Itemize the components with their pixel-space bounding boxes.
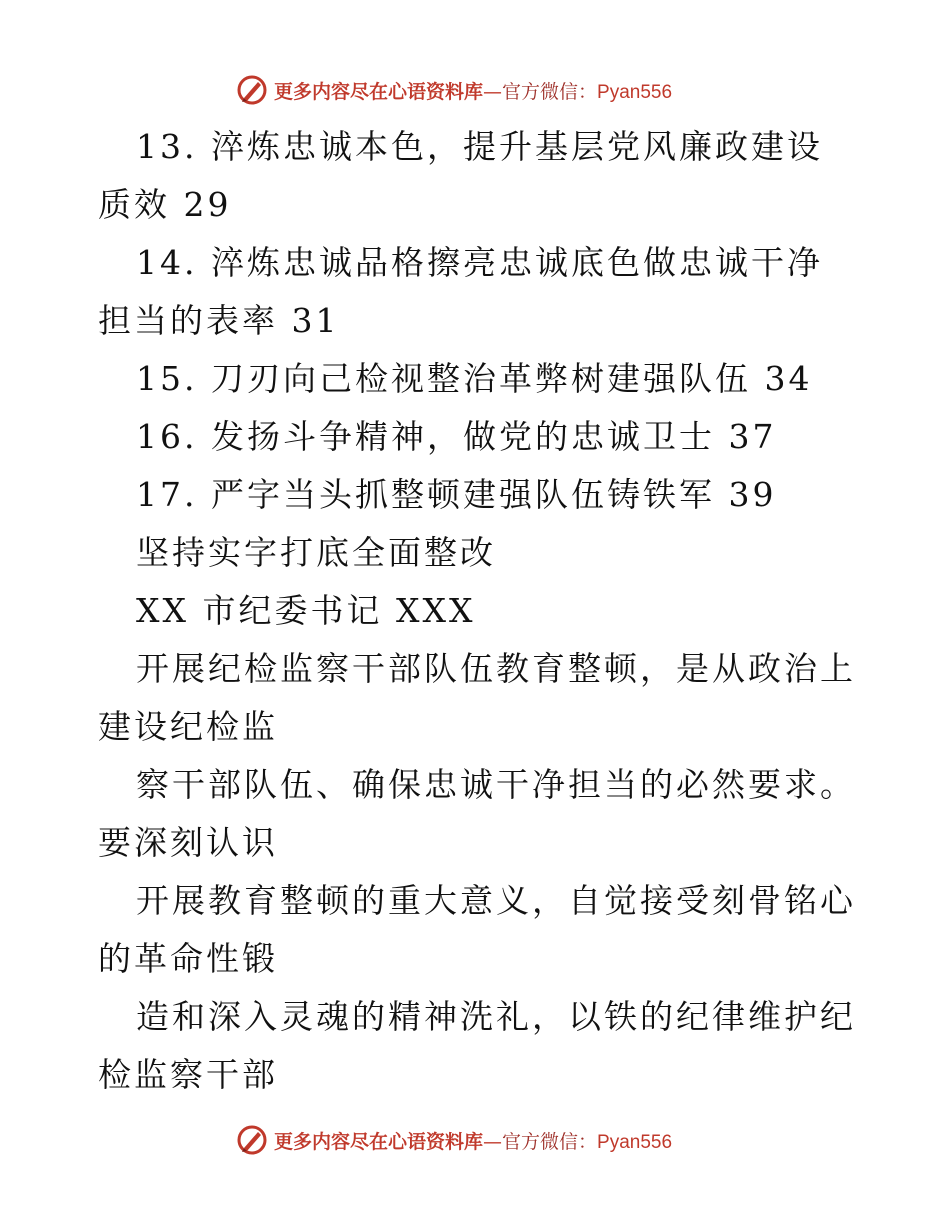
toc-entry-13: 13. 淬炼忠诚本色，提升基层党风廉政建设质效 29 (98, 127, 823, 224)
body-paragraph: 开展教育整顿的重大意义，自觉接受刻骨铭心的革命性锻 (98, 881, 856, 978)
watermark-wechat-id: Pyan556 (597, 1131, 673, 1153)
watermark-official: 官方微信： (502, 80, 598, 103)
article-author: XX 市纪委书记 XXX (136, 591, 476, 630)
toc-entry-17: 17. 严字当头抓整顿建强队伍铸铁军 39 (136, 475, 777, 514)
body-paragraph: 开展纪检监察干部队伍教育整顿，是从政治上建设纪检监 (98, 649, 856, 746)
article-title: 坚持实字打底全面整改 (136, 533, 496, 572)
watermark-wechat-id: Pyan556 (597, 81, 673, 103)
watermark-dash: — (483, 80, 503, 103)
watermark-text (274, 1127, 672, 1154)
document-body (98, 118, 858, 1104)
body-paragraph: 造和深入灵魂的精神洗礼，以铁的纪律维护纪检监察干部 (98, 997, 856, 1094)
toc-entry-14: 14. 淬炼忠诚品格擦亮忠诚底色做忠诚干净担当的表率 31 (98, 243, 823, 340)
watermark-dash: — (483, 1130, 503, 1153)
watermark-brand: 更多内容尽在心语资料库 (274, 1130, 484, 1153)
toc-entry-15: 15. 刀刃向己检视整治革弊树建强队伍 34 (136, 359, 813, 398)
footer-watermark (236, 1122, 672, 1158)
watermark-brand: 更多内容尽在心语资料库 (274, 80, 484, 103)
pen-seal-icon (236, 1124, 268, 1156)
watermark-text (274, 77, 672, 104)
toc-entry-16: 16. 发扬斗争精神，做党的忠诚卫士 37 (136, 417, 777, 456)
pen-seal-icon (236, 74, 268, 106)
body-paragraph: 察干部队伍、确保忠诚干净担当的必然要求。要深刻认识 (98, 765, 856, 862)
header-watermark (236, 72, 672, 108)
watermark-official: 官方微信： (502, 1130, 598, 1153)
